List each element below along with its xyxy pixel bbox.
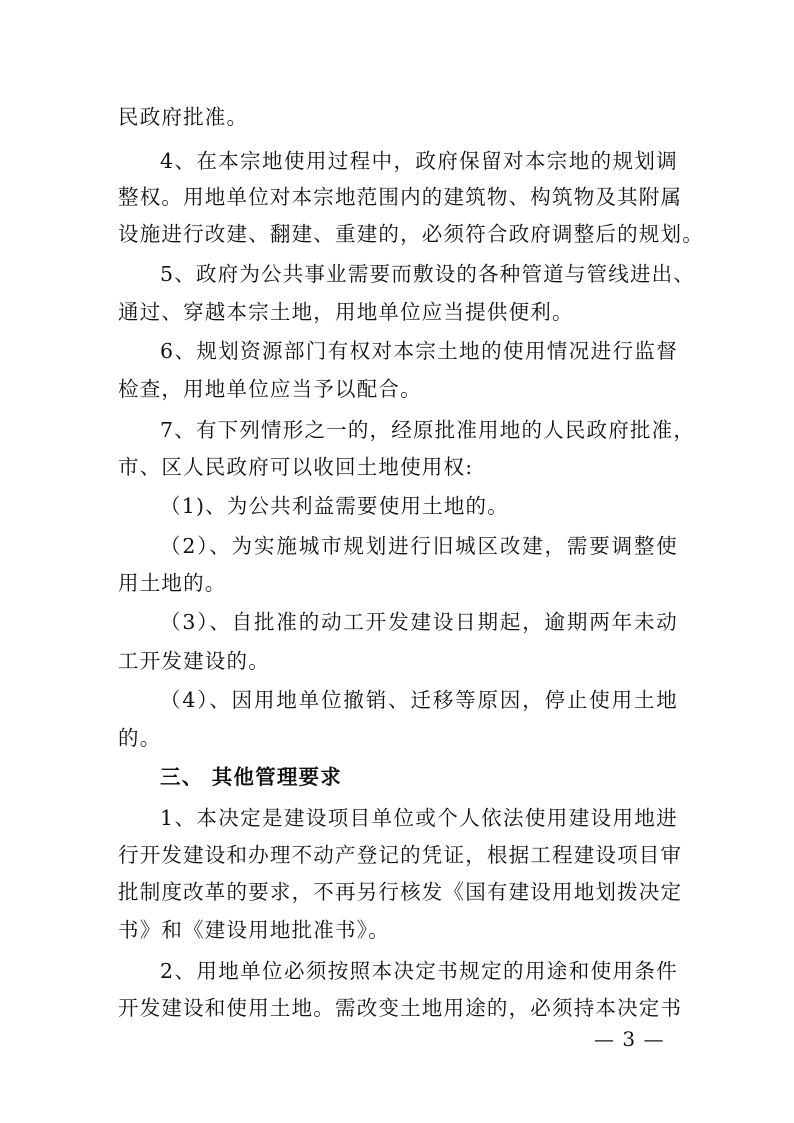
text-line: 整权。用地单位对本宗地范围内的建筑物、构筑物及其附属: [118, 185, 683, 209]
text-line: 市、区人民政府可以收回土地使用权:: [118, 455, 474, 479]
text-line: 通过、穿越本宗土地，用地单位应当提供便利。: [118, 300, 574, 324]
section-heading: 三、 其他管理要求: [160, 765, 342, 789]
text-line: 批制度改革的要求，不再另行核发《国有建设用地划拨决定: [118, 880, 683, 904]
text-line: 书》和《建设用地批准书》。: [118, 918, 390, 942]
text-line: 检查，用地单位应当予以配合。: [118, 377, 422, 401]
text-line: （1)、为公共利益需要使用土地的。: [160, 494, 509, 518]
text-line: 7、有下列情形之一的，经原批准用地的人民政府批准，: [160, 418, 696, 442]
text-line: 2、用地单位必须按照本决定书规定的用途和使用条件: [160, 959, 678, 983]
text-line: （3）、自批准的动工开发建设日期起，逾期两年未动: [160, 610, 678, 634]
text-line: 4、在本宗地使用过程中，政府保留对本宗地的规划调: [160, 149, 678, 173]
text-line: （2）、为实施城市规划进行旧城区改建，需要调整使: [160, 534, 678, 558]
page-number: — 3 —: [594, 1027, 665, 1051]
text-line: 设施进行改建、翻建、重建的，必须符合政府调整后的规划。: [118, 222, 704, 246]
text-line: 用土地的。: [118, 571, 227, 595]
text-line: 5、政府为公共事业需要而敷设的各种管道与管线进出、: [160, 262, 696, 286]
text-line: （4）、因用地单位撤销、迁移等原因，停止使用土地: [160, 688, 678, 712]
text-line: 开发建设和使用土地。需改变土地用途的，必须持本决定书: [118, 996, 683, 1020]
text-line: 工开发建设的。: [118, 649, 270, 673]
text-line: 1、本决定是建设项目单位或个人依法使用建设用地进: [160, 806, 678, 830]
text-line: 民政府批准。: [118, 105, 249, 129]
text-line: 6、规划资源部门有权对本宗土地的使用情况进行监督: [160, 339, 678, 363]
text-line: 的。: [118, 726, 162, 750]
text-line: 行开发建设和办理不动产登记的凭证，根据工程建设项目审: [118, 843, 683, 867]
